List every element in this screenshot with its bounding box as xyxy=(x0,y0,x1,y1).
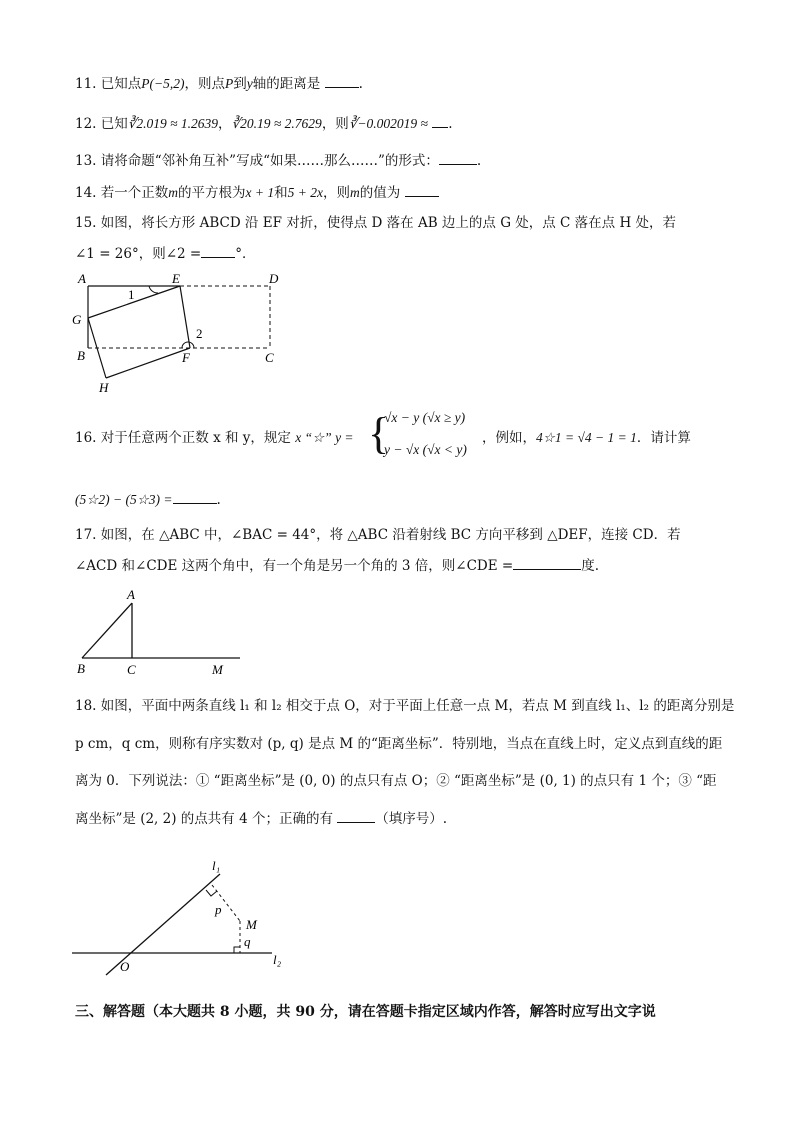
rectangle-fold-figure xyxy=(68,268,288,396)
label-b: B xyxy=(77,348,85,363)
question-13: 13. 请将命题“邻补角互补”写成“如果……那么……”的形式： . xyxy=(75,150,481,171)
left-brace: { xyxy=(368,409,390,458)
label-f: F xyxy=(182,350,190,365)
question-14: 14. 若一个正数m的平方根为x + 1和5 + 2x，则m的值为 xyxy=(75,182,439,203)
question-number: 17. xyxy=(75,527,97,543)
label-l2: l₂ xyxy=(273,952,282,967)
question-number: 11. xyxy=(75,76,97,92)
question-number: 15. xyxy=(75,215,97,231)
answer-blank xyxy=(337,808,375,823)
question-16-expression: (5☆2) − (5☆3) = . xyxy=(75,489,221,510)
answer-blank xyxy=(173,489,217,504)
label-angle-1: 1 xyxy=(128,287,135,302)
label-h: H xyxy=(99,380,109,395)
question-16: 16. 对于任意两个正数 x 和 y，规定 x “☆” y = xyxy=(75,430,354,446)
label-a: A xyxy=(127,587,135,602)
label-o: O xyxy=(120,959,130,974)
question-number: 14. xyxy=(75,185,97,201)
question-11: 11. 已知点P(−5,2)，则点P到y轴的距离是 . xyxy=(75,73,363,94)
triangle-translation-figure xyxy=(70,586,250,678)
question-number: 18. xyxy=(75,698,97,714)
label-m: M xyxy=(212,662,223,677)
label-c: C xyxy=(265,350,274,365)
question-number: 16. xyxy=(75,430,97,446)
answer-blank xyxy=(325,73,359,88)
question-18: 18. 如图，平面中两条直线 l₁ 和 l₂ 相交于点 O，对于平面上任意一点 M，若点 M 到直线 l₁、l₂ 的距离分别是 xyxy=(75,698,735,714)
question-number: 13. xyxy=(75,153,97,169)
question-15-line-2: ∠1 = 26°，则∠2 = °． xyxy=(75,243,255,264)
label-e: E xyxy=(172,271,180,286)
question-18-line-2: p cm，q cm，则称有序实数对 (p, q) 是点 M 的“距离坐标”．特别地，当点在直线上时，定义点到直线的距 xyxy=(75,736,723,752)
answer-blank xyxy=(439,150,477,165)
question-17-line-2: ∠ACD 和∠CDE 这两个角中，有一个角是另一个角的 3 倍，则∠CDE = 度. xyxy=(75,555,599,576)
angle-1-arc xyxy=(149,286,158,293)
answer-blank xyxy=(405,182,439,197)
right-angle-mark-l2 xyxy=(234,947,240,953)
question-12: 12. 已知∛2.019 ≈ 1.2639，∛20.19 ≈ 2.7629，则∛−0.002019 ≈ . xyxy=(75,113,453,134)
label-d: D xyxy=(269,271,279,286)
section-3-heading: 三、解答题（本大题共 8 小题，共 90 分，请在答题卡指定区域内作答，解答时应写出文字说 xyxy=(75,1004,656,1020)
segment-hf xyxy=(106,348,190,378)
right-angle-mark-l1 xyxy=(206,890,217,896)
question-18-line-4: 离坐标”是 (2, 2) 的点共有 4 个；正确的有 （填序号）. xyxy=(75,808,447,829)
distance-coordinate-figure xyxy=(68,850,308,980)
label-p: p xyxy=(215,902,222,917)
label-a: A xyxy=(78,271,86,286)
question-18-line-3: 离为 0．下列说法：① “距离坐标”是 (0, 0) 的点只有点 O；② “距离坐标”是 (0, 1) 的点只有 1 个；③ “距 xyxy=(75,773,717,789)
answer-blank xyxy=(432,113,448,128)
answer-blank xyxy=(201,243,235,258)
label-q: q xyxy=(244,934,251,949)
question-16-example: ，例如，4☆1 = √4 − 1 = 1．请计算 xyxy=(482,430,691,446)
label-l1: l₁ xyxy=(212,858,221,873)
question-17: 17. 如图，在 △ABC 中，∠BAC = 44°，将 △ABC 沿着射线 BC 方向平移到 △DEF，连接 CD．若 xyxy=(75,527,681,543)
segment-ef xyxy=(180,286,190,348)
question-15: 15. 如图，将长方形 ABCD 沿 EF 对折，使得点 D 落在 AB 边上的点 G 处，点 C 落在点 H 处，若 xyxy=(75,215,677,231)
label-g: G xyxy=(72,312,82,327)
question-number: 12. xyxy=(75,116,97,132)
answer-blank xyxy=(513,555,581,570)
label-c: C xyxy=(127,662,136,677)
label-b: B xyxy=(77,661,85,676)
label-m: M xyxy=(246,917,257,932)
angle-2-arc xyxy=(182,342,194,348)
piecewise-definition: { √x − y (√x ≥ y) y − √x (√x < y) xyxy=(368,409,467,458)
segment-ab xyxy=(82,603,132,658)
label-angle-2: 2 xyxy=(196,326,203,341)
